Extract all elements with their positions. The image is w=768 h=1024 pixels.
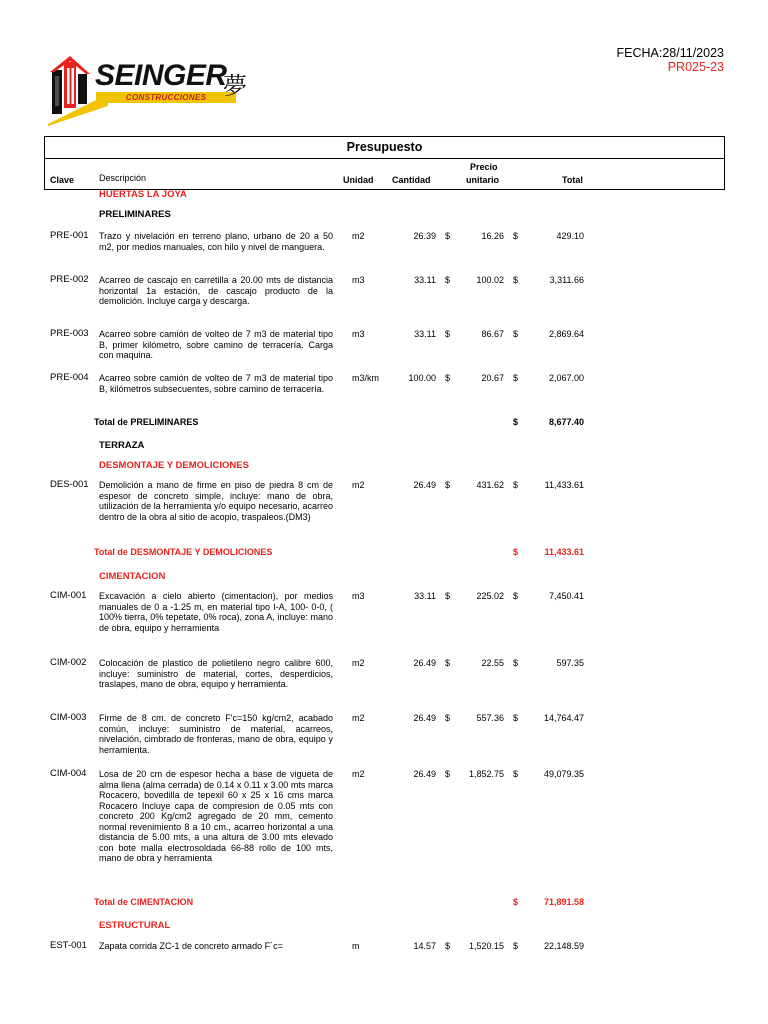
section-heading: HUERTAS LA JOYA	[99, 189, 187, 200]
item-total: 14,764.47	[543, 713, 584, 723]
item-precio-unitario: 100.02	[476, 275, 504, 285]
item-precio-unitario: 22.55	[481, 658, 504, 668]
item-cantidad: 26.49	[413, 480, 436, 490]
item-precio-unitario: 431.62	[476, 480, 504, 490]
item-total: 429.10	[556, 231, 584, 241]
header-descripcion: Descripción	[99, 173, 147, 183]
subtotal-label: Total de CIMENTACION	[94, 897, 194, 907]
item-unidad: m3	[352, 329, 365, 339]
item-total-currency: $	[513, 941, 519, 951]
item-total-currency: $	[513, 769, 519, 779]
subtotal-amount: 8,677.40	[548, 417, 584, 427]
item-total-currency: $	[513, 231, 519, 241]
document-title: Presupuesto	[44, 136, 725, 159]
item-precio-unitario: 557.36	[476, 713, 504, 723]
item-unidad: m2	[352, 713, 365, 723]
item-description: Colocación de plastico de polietileno negro calibre 600, incluye: suministro de material, cortes, desperdicios, traslapes, mano de obra, equipo y herramienta.	[99, 658, 333, 689]
item-price-currency: $	[445, 275, 451, 285]
item-clave: PRE-002	[50, 274, 89, 285]
document-date-block	[617, 46, 724, 74]
item-total: 7,450.41	[548, 591, 584, 601]
item-total: 597.35	[556, 658, 584, 668]
item-description: Excavación a cielo abierto (cimentacion), por medios manuales de 0 a -1.25 m, en material tipo I-A, 100- 0-0, ( 100% tierra, 0% tepetate, 0% roca), zona A, incluye: mano de obra, equipo y herramienta	[99, 591, 333, 633]
subtotal-currency: $	[513, 417, 519, 427]
section-heading: DESMONTAJE Y DEMOLICIONES	[99, 460, 249, 471]
item-description: Acarreo sobre camión de volteo de 7 m3 de material tipo B, kilómetros subsecuentes, sobre camino de terracería.	[99, 373, 333, 394]
item-total: 49,079.35	[543, 769, 584, 779]
item-description: Firme de 8 cm. de concreto F'c=150 kg/cm2, acabado común, incluye: suministro de material, acarreos, nivelación, cimbrado de fronteras, mano de obra, equipo y herramienta.	[99, 713, 333, 755]
item-clave: CIM-001	[50, 590, 87, 601]
document-code: PR025-23	[667, 60, 724, 74]
subtotal-currency: $	[513, 897, 519, 907]
item-unidad: m	[352, 941, 360, 951]
item-total: 22,148.59	[543, 941, 584, 951]
item-description: Trazo y nivelación en terreno plano, urbano de 20 a 50 m2, por medios manuales, con hilo y nivel de manguera.	[99, 231, 333, 252]
item-clave: CIM-003	[50, 712, 87, 723]
section-heading: CIMENTACION	[99, 571, 166, 582]
item-precio-unitario: 1,520.15	[468, 941, 504, 951]
item-total: 11,433.61	[544, 480, 584, 490]
item-total-currency: $	[513, 480, 519, 490]
item-precio-unitario: 86.67	[481, 329, 504, 339]
item-price-currency: $	[445, 480, 451, 490]
item-total: 2,869.64	[548, 329, 584, 339]
item-description: Acarreo sobre camión de volteo de 7 m3 de material tipo B, primer kilómetro, sobre camino de terracería. Carga con maquina.	[99, 329, 333, 360]
item-description: Acarreo de cascajo en carretilla a 20.00 mts de distancia horizontal 1a estación, de cascajo producto de la demolición. Incluye carga y descarga.	[99, 275, 333, 306]
item-total-currency: $	[513, 329, 519, 339]
item-unidad: m3/km	[352, 373, 379, 383]
header-cantidad: Cantidad	[392, 175, 431, 185]
item-unidad: m2	[352, 769, 365, 779]
item-price-currency: $	[445, 658, 451, 668]
item-precio-unitario: 20.67	[481, 373, 504, 383]
item-total: 3,311.66	[549, 275, 584, 285]
item-description: Losa de 20 cm de espesor hecha a base de vigueta de alma llena (alma cerrada) de 0.14 x 0.11 x 3.00 mts marca Rocacero, bovedilla de tepexil 60 x 25 x 16 cms marca Rocacero Incluye capa de compresion de 0.05 mts con concreto 200 Kg/cm2 agregado de 20 mm, cemento normal revenimiento 8 a 10 cm., acarreo horizontal a una distancia de 5.00 mts, a una altura de 3.00 mts elevado con bote malla electrosoldada 66-88 rollo de 100 mts, mano de obra y herramienta	[99, 769, 333, 863]
header-total: Total	[562, 175, 583, 185]
item-cantidad: 26.49	[413, 658, 436, 668]
item-cantidad: 33.11	[414, 591, 436, 601]
item-cantidad: 26.49	[413, 769, 436, 779]
section-heading: TERRAZA	[99, 440, 145, 451]
item-clave: PRE-004	[50, 372, 89, 383]
document-date: FECHA:28/11/2023	[616, 46, 724, 60]
item-total: 2,067.00	[548, 373, 584, 383]
item-price-currency: $	[445, 591, 451, 601]
subtotal-currency: $	[513, 547, 519, 557]
header-clave: Clave	[50, 175, 75, 185]
item-total-currency: $	[513, 713, 519, 723]
item-unidad: m3	[352, 591, 365, 601]
item-description: Zapata corrida ZC-1 de concreto armado F´c=	[99, 941, 283, 951]
subtotal-label: Total de PRELIMINARES	[94, 417, 199, 427]
item-price-currency: $	[445, 373, 451, 383]
item-cantidad: 33.11	[414, 329, 436, 339]
item-price-currency: $	[445, 713, 451, 723]
item-unidad: m2	[352, 480, 365, 490]
header-unitario: unitario	[466, 175, 499, 185]
header-unidad: Unidad	[343, 175, 374, 185]
item-precio-unitario: 1,852.75	[468, 769, 504, 779]
item-clave: DES-001	[50, 479, 89, 490]
brand-name: SEINGER	[95, 59, 227, 92]
item-cantidad: 100.00	[408, 373, 436, 383]
brand-kanji: 夢	[223, 72, 247, 100]
item-clave: CIM-002	[50, 657, 87, 668]
subtotal-label: Total de DESMONTAJE Y DEMOLICIONES	[94, 547, 273, 557]
item-total-currency: $	[513, 591, 519, 601]
item-cantidad: 14.57	[413, 941, 436, 951]
item-precio-unitario: 16.26	[481, 231, 504, 241]
section-heading: ESTRUCTURAL	[99, 920, 171, 931]
subtotal-amount: 11,433.61	[544, 547, 584, 557]
subtotal-amount: 71,891.58	[543, 897, 584, 907]
item-price-currency: $	[445, 941, 451, 951]
item-cantidad: 26.39	[413, 231, 436, 241]
item-unidad: m2	[352, 231, 365, 241]
item-total-currency: $	[513, 658, 519, 668]
item-clave: PRE-003	[50, 328, 89, 339]
item-price-currency: $	[445, 231, 451, 241]
item-total-currency: $	[513, 373, 519, 383]
header-precio: Precio	[470, 162, 498, 172]
item-clave: CIM-004	[50, 768, 87, 779]
item-unidad: m3	[352, 275, 365, 285]
item-description: Demolición a mano de firme en piso de piedra 8 cm de espesor de concreto simple, incluye: mano de obra, utilización de la herramienta y/o equipo necesario, acarreo dentro de la obra al sitio de acopio, traspaleos.(DM3)	[99, 480, 333, 522]
item-clave: PRE-001	[50, 230, 89, 241]
brand-subtitle: CONSTRUCCIONES	[96, 92, 236, 103]
item-price-currency: $	[445, 769, 451, 779]
item-precio-unitario: 225.02	[476, 591, 504, 601]
item-total-currency: $	[513, 275, 519, 285]
item-unidad: m2	[352, 658, 365, 668]
item-cantidad: 26.49	[413, 713, 436, 723]
item-clave: EST-001	[50, 940, 87, 951]
table-header	[44, 158, 725, 190]
section-heading: PRELIMINARES	[99, 209, 171, 220]
item-cantidad: 33.11	[414, 275, 436, 285]
item-price-currency: $	[445, 329, 451, 339]
